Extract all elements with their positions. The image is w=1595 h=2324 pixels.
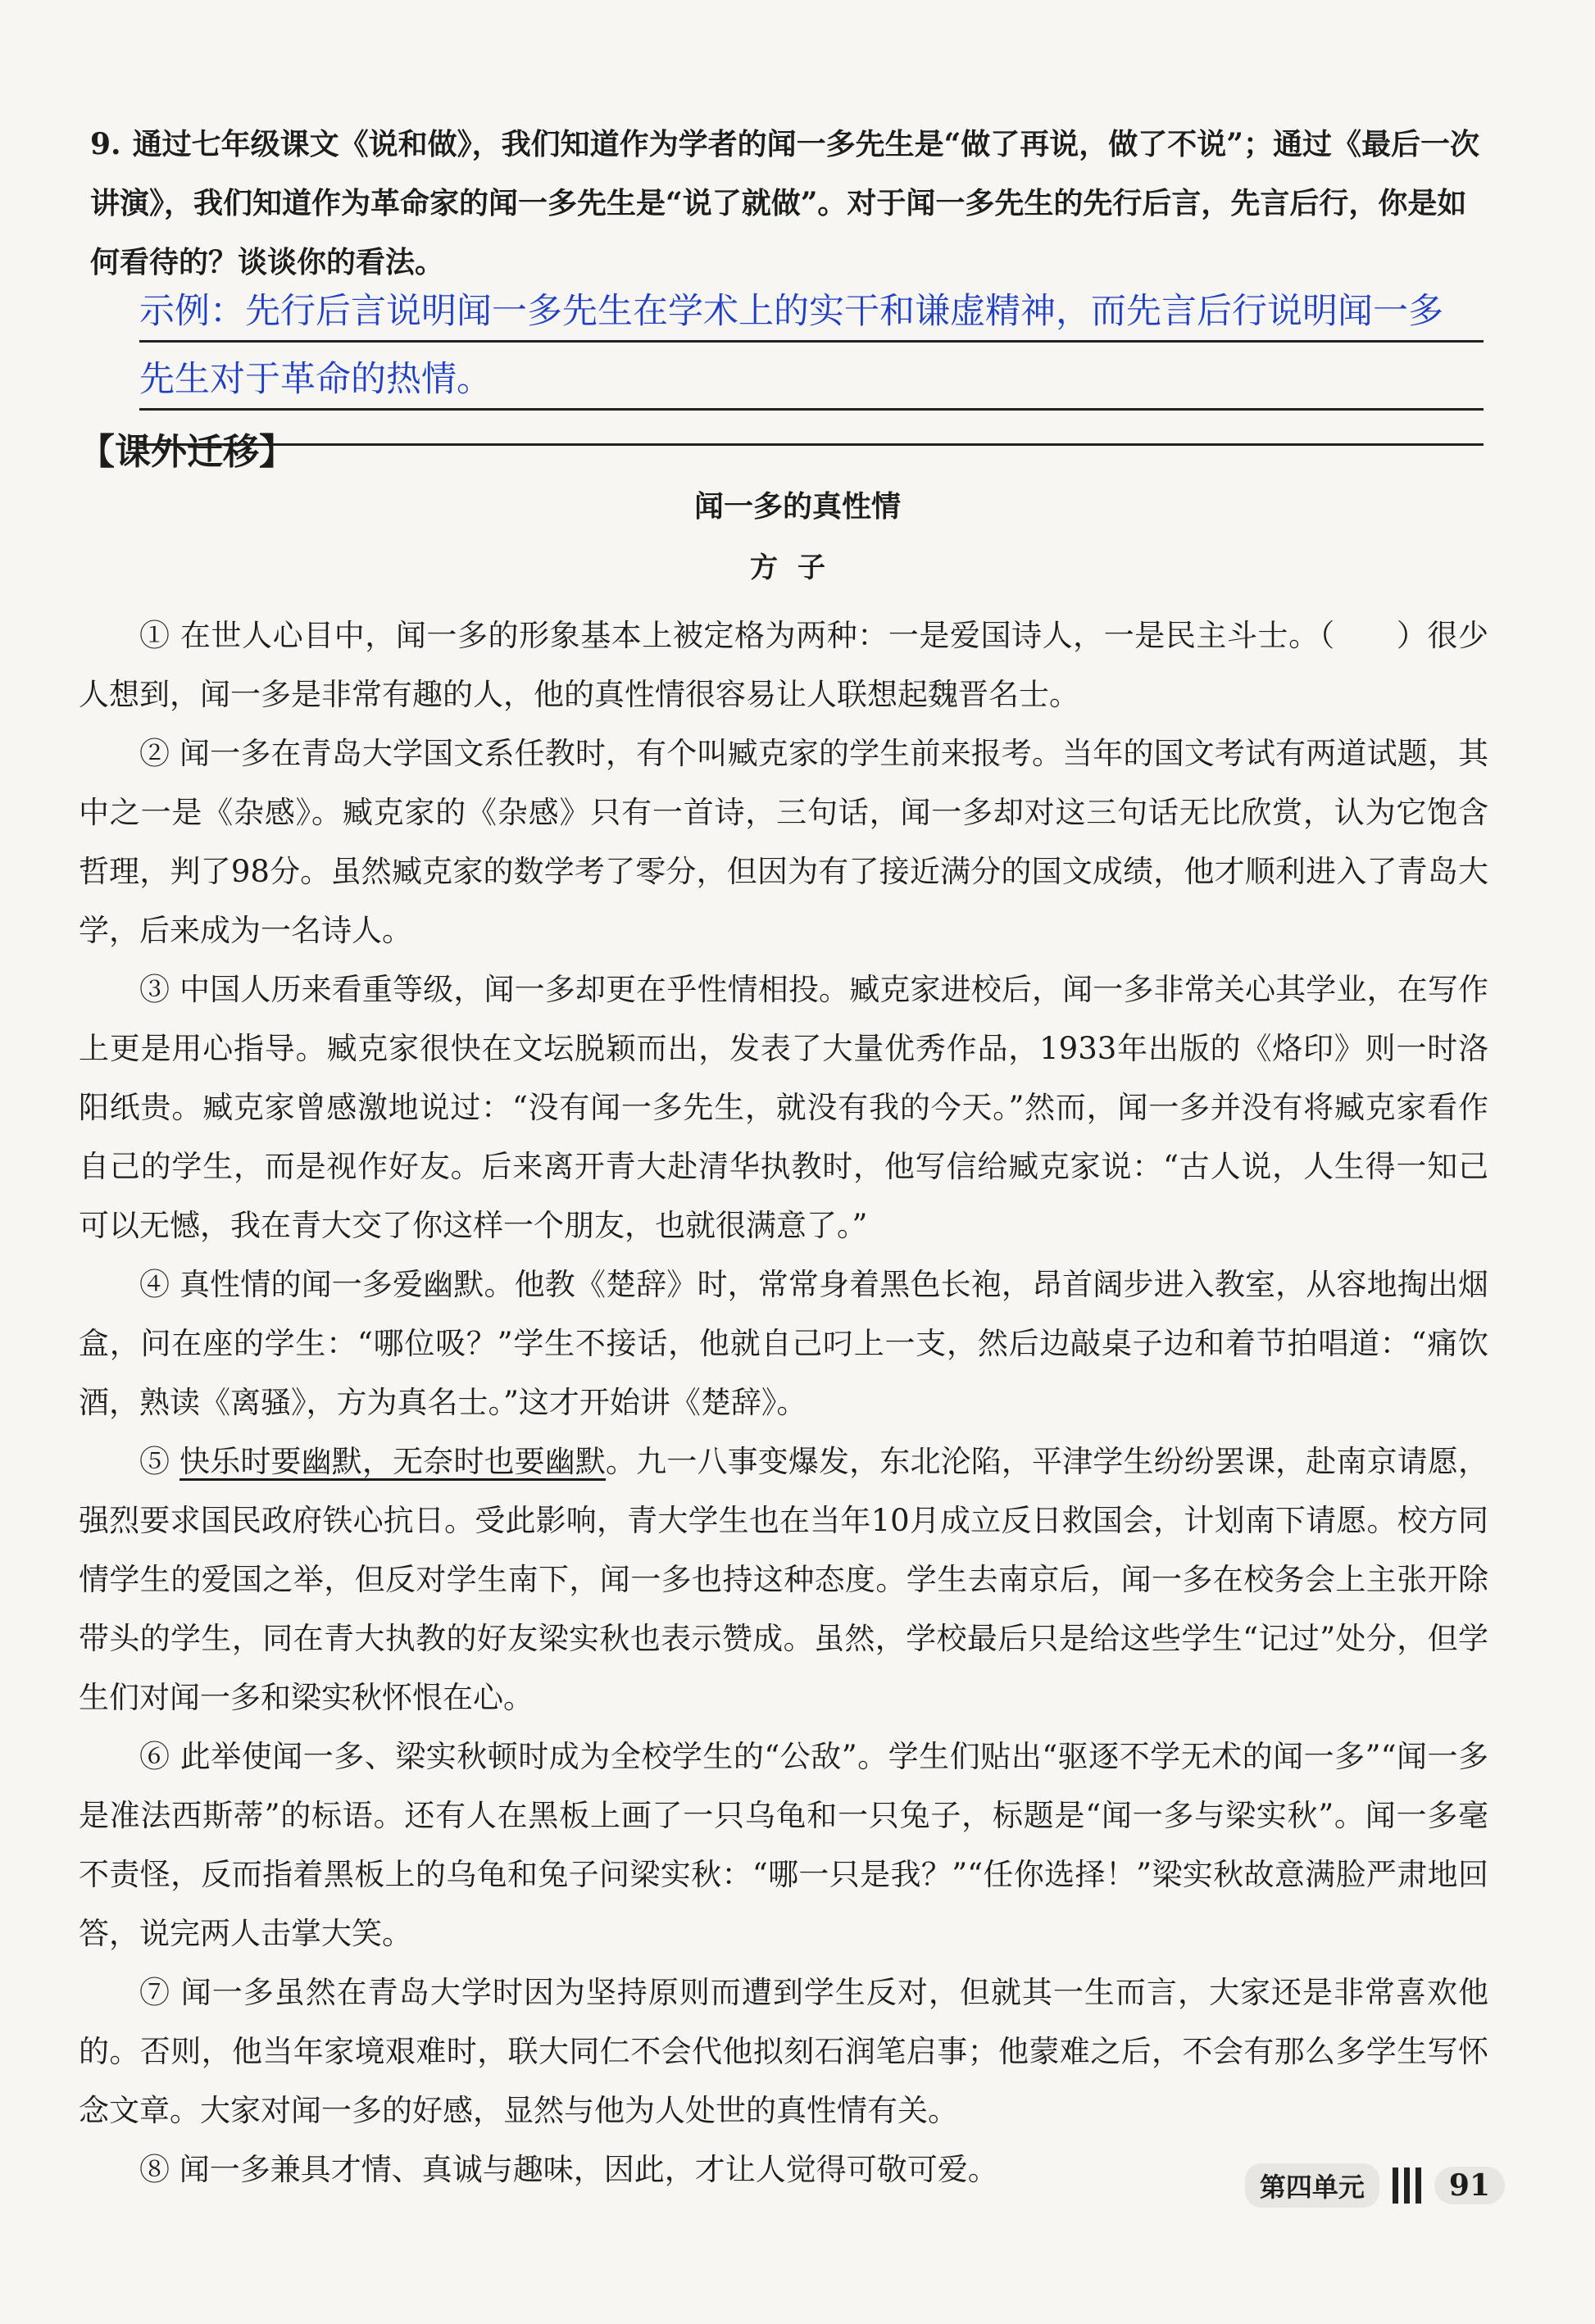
unit-label: 第四单元 [1245,2163,1379,2208]
answer-line [139,343,1484,411]
answer-area [139,275,1484,446]
answer-line [139,411,1484,446]
question-9 [90,115,1484,292]
paragraph-3: ③ 中国人历来看重等级，闻一多却更在乎性情相投。臧克家进校后，闻一多非常关心其学业，在写作上更是用心指导。臧克家很快在文坛脱颖而出，发表了大量优秀作品，1933年出版的《烙印》则一时洛阳纸贵。臧克家曾感激地说过：“没有闻一多先生，就没有我的今天。”然而，闻一多并没有将臧克家看作自己的学生，而是视作好友。后来离开青大赴清华执教时，他写信给臧克家说：“古人说，人生得一知己可以无憾，我在青大交了你这样一个朋友，也就很满意了。” [79,972,1488,1243]
article-author: 方子 [750,551,845,584]
paragraph-1: ① 在世人心目中，闻一多的形象基本上被定格为两种：一是爱国诗人，一是民主斗士。（ ）很少人想到，闻一多是非常有趣的人，他的真性情很容易让人联想起魏晋名士。 [79,618,1488,712]
article-body [79,606,1488,2199]
paragraph-4: ④ 真性情的闻一多爱幽默。他教《楚辞》时，常常身着黑色长袍，昂首阔步进入教室，从容地掏出烟盒，问在座的学生：“哪位吸？”学生不接话，他就自己叼上一支，然后边敲桌子边和着节拍唱道：“痛饮酒，熟读《离骚》，方为真名士。”这才开始讲《楚辞》。 [79,1267,1488,1420]
article-title: 闻一多的真性情 [693,490,901,524]
paragraph-8: ⑧ 闻一多兼具才情、真诚与趣味，因此，才让人觉得可敬可爱。 [139,2152,998,2187]
answer-text-2: 先生对于革命的热情。 [139,359,492,400]
divider-bars [1393,2167,1421,2204]
paragraph-5-rest: 。九一八事变爆发，东北沦陷，平津学生纷纷罢课，赴南京请愿，强烈要求国民政府铁心抗日。受此影响，青大学生也在当年10月成立反日救国会，计划南下请愿。校方同情学生的爱国之举，但反对学生南下，闻一多也持这种态度。学生去南京后，闻一多在校务会上主张开除带头的学生，同在青大执教的好友梁实秋也表示赞成。虽然，学校最后只是给这些学生“记过”处分，但学生们对闻一多和梁实秋怀恨在心。 [79,1444,1488,1715]
paragraph-7: ⑦ 闻一多虽然在青岛大学时因为坚持原则而遭到学生反对，但就其一生而言，大家还是非常喜欢他的。否则，他当年家境艰难时，联大同仁不会代他拟刻石润笔启事；他蒙难之后，不会有那么多学生写怀念文章。大家对闻一多的好感，显然与他为人处世的真性情有关。 [79,1975,1488,2128]
paragraph-5-prefix: ⑤ [139,1444,180,1479]
question-text: 通过七年级课文《说和做》，我们知道作为学者的闻一多先生是“做了再说，做了不说”；通过《最后一次讲演》，我们知道作为革命家的闻一多先生是“说了就做”。对于闻一多先生的先行后言，先言后行，你是如何看待的？谈谈你的看法。 [90,127,1480,279]
page-footer [1245,2163,1505,2208]
question-number: 9. [90,127,121,161]
section-header: 【课外迁移】 [79,431,295,473]
answer-line [139,275,1484,343]
page-number: 91 [1434,2167,1505,2204]
answer-text-1: 示例：先行后言说明闻一多先生在学术上的实干和谦虚精神，而先言后行说明闻一多 [139,291,1443,332]
paragraph-5 [79,1432,1488,1727]
paragraph-6: ⑥ 此举使闻一多、梁实秋顿时成为全校学生的“公敌”。学生们贴出“驱逐不学无术的闻一多”“闻一多是准法西斯蒂”的标语。还有人在黑板上画了一只乌龟和一只兔子，标题是“闻一多与梁实秋”。闻一多毫不责怪，反而指着黑板上的乌龟和兔子问梁实秋：“哪一只是我？”“任你选择！”梁实秋故意满脸严肃地回答，说完两人击掌大笑。 [79,1739,1488,1951]
paragraph-2: ② 闻一多在青岛大学国文系任教时，有个叫臧克家的学生前来报考。当年的国文考试有两道试题，其中之一是《杂感》。臧克家的《杂感》只有一首诗，三句话，闻一多却对这三句话无比欣赏，认为它饱含哲理，判了98分。虽然臧克家的数学考了零分，但因为有了接近满分的国文成绩，他才顺利进入了青岛大学，后来成为一名诗人。 [79,736,1488,948]
underlined-sentence: 快乐时要幽默，无奈时也要幽默 [179,1444,607,1479]
